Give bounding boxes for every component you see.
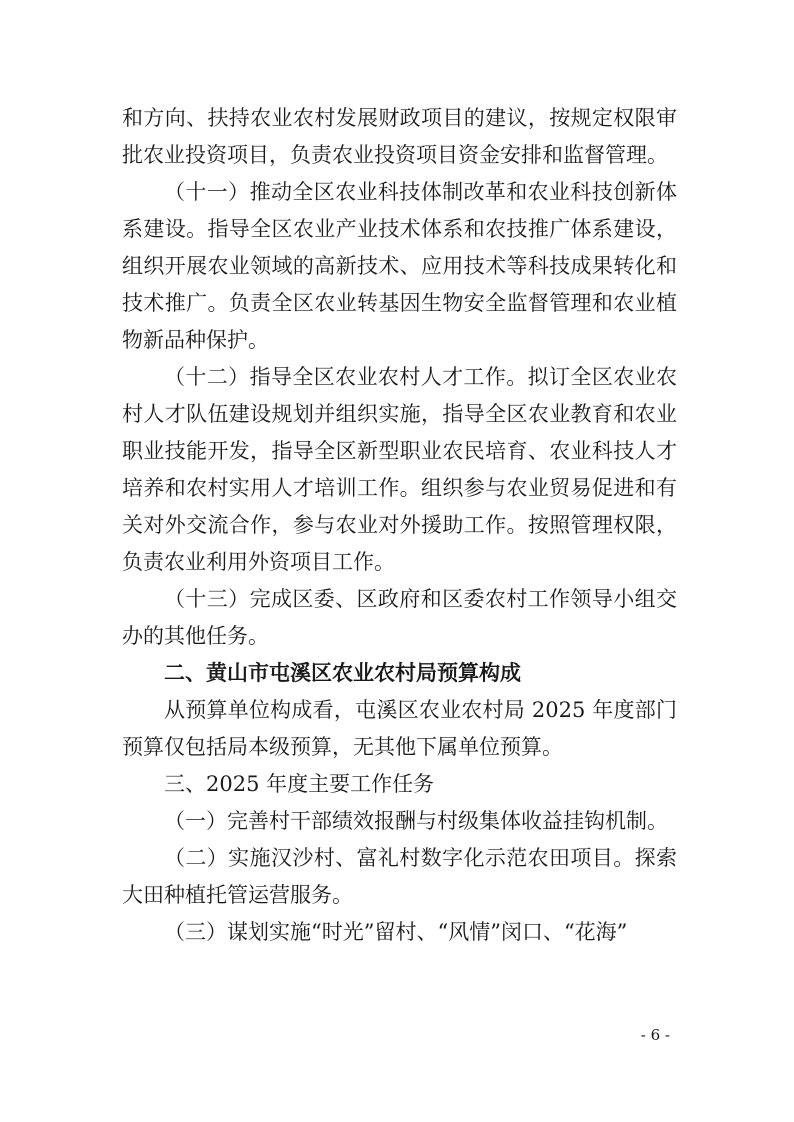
paragraph-item-13: （十三）完成区委、区政府和区委农村工作领导小组交办的其他任务。 — [122, 587, 677, 648]
paragraph-item-11: （十一）推动全区农业科技体制改革和农业科技创新体系建设。指导全区农业产业技术体系和农技推广体系建设，组织开展农业领域的高新技术、应用技术等科技成果转化和技术推广。负责全区农业转基因生物安全监督管理和农业植物新品种保护。 — [122, 180, 677, 352]
section-heading-main-tasks: 三、2025 年度主要工作任务 — [164, 772, 435, 796]
paragraph-item-12: （十二）指导全区农业农村人才工作。拟订全区农业农村人才队伍建设规划并组织实施，指导全区农业教育和农业职业技能开发，指导全区新型职业农民培育、农业科技人才培养和农村实用人才培训工作。组织参与农业贸易促进和有关对外交流合作，参与农业对外援助工作。按照管理权限，负责农业利用外资项目工作。 — [122, 365, 677, 574]
paragraph-task-2: （二）实施汉沙村、富礼村数字化示范农田项目。探索大田种植托管运营服务。 — [122, 846, 677, 907]
paragraph-task-1: （一）完善村干部绩效报酬与村级集体收益挂钩机制。 — [164, 809, 668, 833]
document-body — [122, 100, 677, 951]
paragraph-continuation: 和方向、扶持农业农村发展财政项目的建议，按规定权限审批农业投资项目，负责农业投资项目资金安排和监督管理。 — [122, 106, 677, 167]
page-number: - 6 - — [640, 1026, 670, 1044]
paragraph-budget-structure: 从预算单位构成看，屯溪区农业农村局 2025 年度部门预算仅包括局本级预算，无其他下属单位预算。 — [122, 698, 677, 759]
paragraph-task-3: （三）谋划实施“时光”留村、“风情”闵口、“花海” — [164, 920, 628, 944]
section-heading-budget-structure: 二、黄山市屯溪区农业农村局预算构成 — [164, 661, 521, 685]
